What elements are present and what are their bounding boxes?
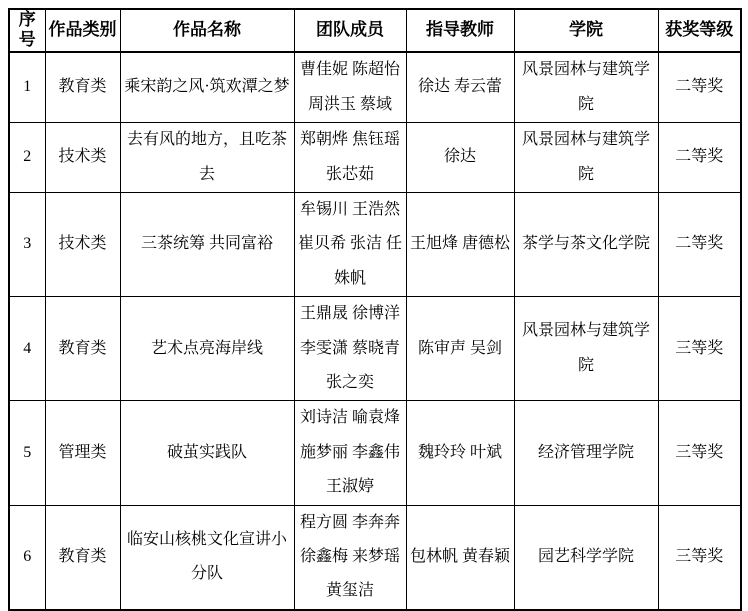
cell-category: 技术类 <box>45 193 120 297</box>
awards-table <box>8 8 742 611</box>
cell-college: 风景园林与建筑学院 <box>514 52 658 123</box>
cell-advisors: 包林帆 黄春颖 <box>406 505 514 610</box>
table-row <box>9 52 741 123</box>
cell-college: 园艺科学学院 <box>514 505 658 610</box>
header-college: 学院 <box>514 9 658 52</box>
cell-index: 6 <box>9 505 45 610</box>
cell-advisors: 徐达 <box>406 123 514 193</box>
cell-advisors: 王旭烽 唐德松 <box>406 193 514 297</box>
header-members: 团队成员 <box>294 9 406 52</box>
header-title: 作品名称 <box>120 9 294 52</box>
cell-title: 艺术点亮海岸线 <box>120 297 294 401</box>
cell-college: 经济管理学院 <box>514 401 658 505</box>
cell-members: 郑朝烨 焦钰瑶 张芯茹 <box>294 123 406 193</box>
cell-category: 技术类 <box>45 123 120 193</box>
cell-award: 三等奖 <box>658 401 741 505</box>
cell-title: 三茶统筹 共同富裕 <box>120 193 294 297</box>
cell-members: 刘诗洁 喻袁烽 施梦丽 李鑫伟 王淑婷 <box>294 401 406 505</box>
cell-award: 二等奖 <box>658 193 741 297</box>
cell-index: 2 <box>9 123 45 193</box>
table-row <box>9 193 741 297</box>
cell-category: 管理类 <box>45 401 120 505</box>
cell-category: 教育类 <box>45 297 120 401</box>
cell-title: 临安山核桃文化宣讲小分队 <box>120 505 294 610</box>
table-row <box>9 401 741 505</box>
header-row <box>9 9 741 52</box>
cell-award: 三等奖 <box>658 297 741 401</box>
cell-members: 王鼎晟 徐博洋 李雯潇 蔡晓青 张之奕 <box>294 297 406 401</box>
cell-index: 5 <box>9 401 45 505</box>
cell-college: 风景园林与建筑学院 <box>514 297 658 401</box>
cell-members: 曹佳妮 陈超怡 周洪玉 蔡域 <box>294 52 406 123</box>
table-row <box>9 297 741 401</box>
cell-index: 3 <box>9 193 45 297</box>
cell-category: 教育类 <box>45 505 120 610</box>
cell-advisors: 徐达 寿云蕾 <box>406 52 514 123</box>
header-index: 序号 <box>9 9 45 52</box>
header-award: 获奖等级 <box>658 9 741 52</box>
cell-award: 二等奖 <box>658 52 741 123</box>
cell-award: 二等奖 <box>658 123 741 193</box>
cell-college: 茶学与茶文化学院 <box>514 193 658 297</box>
cell-title: 破茧实践队 <box>120 401 294 505</box>
cell-index: 4 <box>9 297 45 401</box>
cell-advisors: 陈审声 吴剑 <box>406 297 514 401</box>
cell-title: 乘宋韵之风·筑欢潭之梦 <box>120 52 294 123</box>
cell-college: 风景园林与建筑学院 <box>514 123 658 193</box>
cell-members: 牟锡川 王浩然 崔贝希 张洁 任姝帆 <box>294 193 406 297</box>
cell-members: 程方圆 李奔奔 徐鑫梅 来梦瑶 黄玺洁 <box>294 505 406 610</box>
table-row <box>9 505 741 610</box>
cell-category: 教育类 <box>45 52 120 123</box>
cell-advisors: 魏玲玲 叶斌 <box>406 401 514 505</box>
cell-award: 三等奖 <box>658 505 741 610</box>
table-row <box>9 123 741 193</box>
header-category: 作品类别 <box>45 9 120 52</box>
cell-index: 1 <box>9 52 45 123</box>
header-advisors: 指导教师 <box>406 9 514 52</box>
cell-title: 去有风的地方，且吃茶去 <box>120 123 294 193</box>
